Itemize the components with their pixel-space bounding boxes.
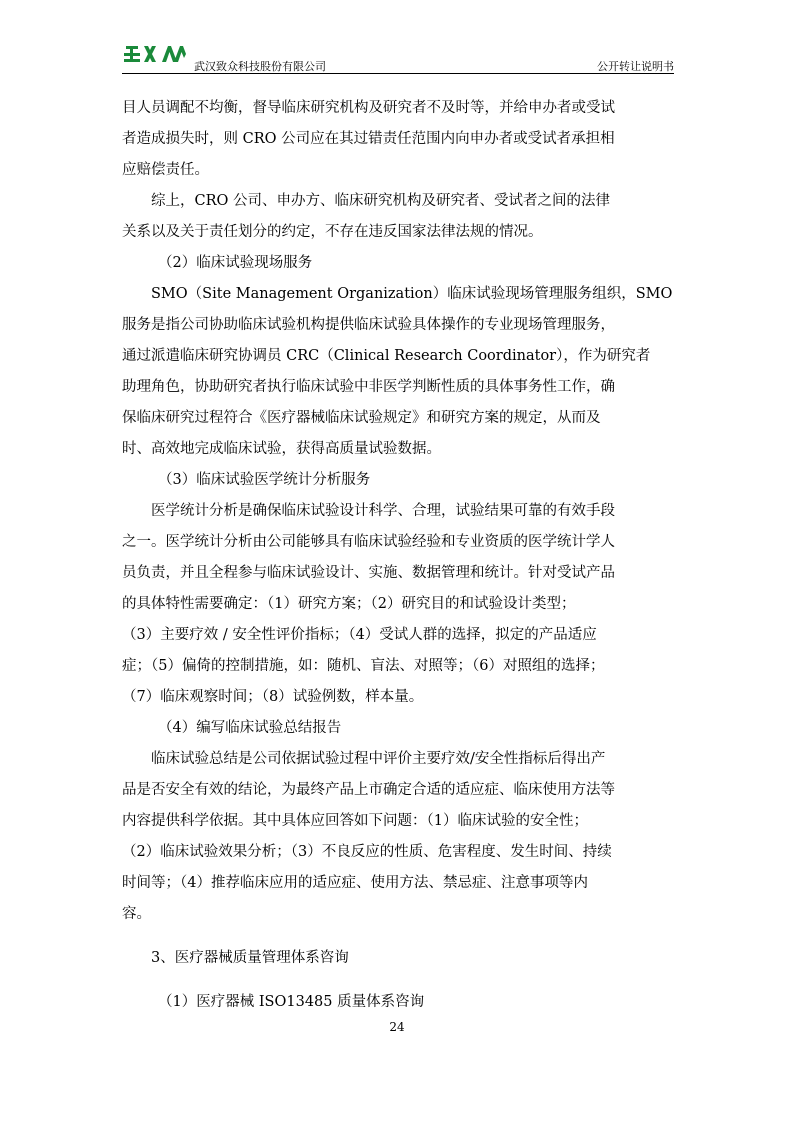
page-header [122,44,674,74]
paragraph-line: 医学统计分析是确保临床试验设计科学、合理，试验结果可靠的有效手段 [151,503,615,519]
paragraph-line: 品是否安全有效的结论，为最终产品上市确定合适的适应症、临床使用方法等 [122,782,615,798]
company-logo [122,44,188,74]
paragraph-line: 综上，CRO 公司、申办方、临床研究机构及研究者、受试者之间的法律 [151,193,611,209]
paragraph-line: 症；（5）偏倚的控制措施，如：随机、盲法、对照等；（6）对照组的选择； [122,658,605,674]
paragraph-line: 通过派遣临床研究协调员 CRC（Clinical Research Coordinator），作为研究者 [122,348,651,364]
section-heading: （1）医疗器械 ISO13485 质量体系咨询 [158,994,425,1010]
paragraph-line: 应赔偿责任。 [122,162,209,178]
paragraph-line: （3）主要疗效 / 安全性评价指标；（4）受试人群的选择，拟定的产品适应 [122,627,597,643]
section-heading: （3）临床试验医学统计分析服务 [158,472,371,488]
paragraph-line: 内容提供科学依据。其中具体应回答如下问题：（1）临床试验的安全性； [122,813,588,829]
paragraph-line: 时间等；（4）推荐临床应用的适应症、使用方法、禁忌症、注意事项等内 [122,875,588,891]
paragraph-line: 时、高效地完成临床试验，获得高质量试验数据。 [122,441,441,457]
spacer [122,974,670,987]
paragraph-line: 容。 [122,906,151,922]
section-heading: （4）编写临床试验总结报告 [158,720,342,736]
paragraph-line: 的具体特性需要确定：（1）研究方案；（2）研究目的和试验设计类型； [122,596,576,612]
header-rule [122,73,674,74]
paragraph-line: SMO（Site Management Organization）临床试验现场管理服务组织，SMO [151,286,673,302]
paragraph-line: 临床试验总结是公司依据试验过程中评价主要疗效/安全性指标后得出产 [151,751,606,767]
paragraph-line: （7）临床观察时间；（8）试验例数，样本量。 [122,689,424,705]
document-title: 公开转让说明书 [597,60,674,73]
company-name: 武汉致众科技股份有限公司 [194,60,326,73]
paragraph-line: 保临床研究过程符合《医疗器械临床试验规定》和研究方案的规定，从而及 [122,410,601,426]
paragraph-line: 目人员调配不均衡，督导临床研究机构及研究者不及时等，并给申办者或受试 [122,100,615,116]
paragraph-line: 助理角色，协助研究者执行临床试验中非医学判断性质的具体事务性工作，确 [122,379,615,395]
paragraph-line: （2）临床试验效果分析；（3）不良反应的性质、危害程度、发生时间、持续 [122,844,612,860]
paragraph-line: 者造成损失时，则 CRO 公司应在其过错责任范围内向申办者或受试者承担相 [122,131,615,147]
spacer [122,930,670,943]
paragraph-line: 之一。医学统计分析由公司能够具有临床试验经验和专业资质的医学统计学人 [122,534,615,550]
page-number: 24 [389,1020,405,1034]
paragraph-line: 员负责，并且全程参与临床试验设计、实施、数据管理和统计。针对受试产品 [122,565,615,581]
paragraph-line: 服务是指公司协助临床试验机构提供临床试验具体操作的专业现场管理服务， [122,317,615,333]
paragraph-line: 关系以及关于责任划分的约定，不存在违反国家法律法规的情况。 [122,224,543,240]
page-body [122,93,673,1018]
section-heading: 3、医疗器械质量管理体系咨询 [151,950,349,966]
section-heading: （2）临床试验现场服务 [158,255,313,271]
